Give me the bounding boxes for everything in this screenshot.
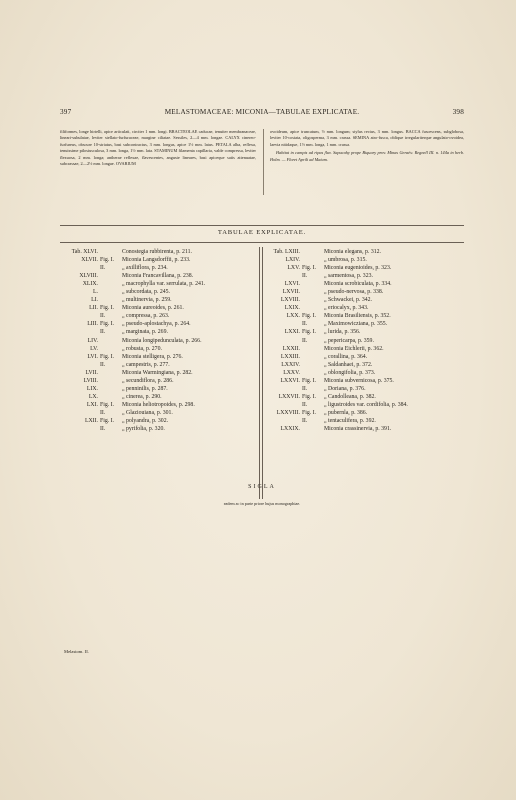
figure-number: II.	[100, 313, 106, 320]
plate-entry	[60, 296, 256, 304]
sigla-note: eadem ac in parte priore hujus monographiae.	[223, 501, 301, 506]
species-entry: Miconia heliotropoides, p. 298.	[122, 401, 195, 408]
figure-number: Fig. I.	[100, 417, 115, 424]
plate-number: LIX.	[86, 385, 98, 392]
plate-number: LXX.	[286, 313, 300, 320]
plate-entry	[264, 256, 464, 264]
plate-entry	[264, 272, 464, 280]
plate-entry	[60, 337, 256, 345]
plate-entry	[264, 312, 464, 320]
species-entry: „ tentaculifera, p. 392.	[324, 417, 376, 424]
species-entry: „ eriocalyx, p. 343.	[324, 305, 369, 312]
description-columns	[60, 129, 464, 201]
plate-entry	[60, 280, 256, 288]
plate-number: LXIV.	[285, 257, 300, 264]
species-entry: Miconia Eichlerii, p. 362.	[324, 345, 384, 352]
species-entry: „ cinerea, p. 290.	[122, 393, 162, 400]
plate-entry	[60, 401, 256, 409]
plate-number: LIII.	[87, 321, 98, 328]
species-entry: „ polyandra, p. 302.	[122, 417, 169, 424]
plate-number: LXVII.	[282, 289, 300, 296]
plate-number: LXXI.	[284, 329, 300, 336]
plate-number: LXI.	[86, 401, 98, 408]
rule-top	[60, 225, 464, 226]
habitat-note: Habitat in campis ad ripas fluv. Sapucahy prope Biquary prov. Minas Geraës: Regnell III. n. 144a in herb. Holm. — Floret Aprili ad Maium.	[270, 150, 464, 162]
plate-number: LVI.	[87, 353, 98, 360]
figure-number: II.	[100, 409, 106, 416]
species-entry: „ sarmentosa, p. 323.	[324, 273, 373, 280]
figure-number: Fig. I.	[100, 401, 115, 408]
species-entry: „ lurida, p. 356.	[324, 329, 361, 336]
plate-entry	[60, 248, 256, 256]
plate-entry	[264, 417, 464, 425]
species-entry: „ macrophylla var. serrulata, p. 241.	[122, 281, 206, 288]
plate-number: XLIX.	[82, 281, 98, 288]
plate-entry	[60, 345, 256, 353]
species-entry: Miconia crassinervia, p. 391.	[324, 426, 392, 433]
figure-number: Fig. I.	[302, 393, 317, 400]
signature-mark: Melastom. II.	[64, 649, 89, 654]
description-right-text: ovoideum, apice truncatum, ½ mm. longum; stylus rectus, 3 mm. longus. BACCA fuscescens, subglobosa, leviter 10-costata, oligosperma, 3 mm. crassa. SEMINA atro-fusca, oblique irregulariterque angulato-ovoidea, laevia nitidaque, 1½ mm. longa, 1 mm. crassa.	[270, 129, 464, 147]
species-entry: „ Maximowicziana, p. 355.	[324, 321, 388, 328]
figure-number: Fig. I.	[100, 353, 115, 360]
species-entry: „ Glaziouiana, p. 301.	[122, 409, 173, 416]
plate-entry	[60, 409, 256, 417]
species-entry: Miconia scrobiculata, p. 334.	[324, 281, 392, 288]
plate-number: XLVII.	[81, 257, 98, 264]
page-number-right: 398	[452, 108, 464, 116]
plate-number: LVII.	[85, 369, 98, 376]
plate-entry	[264, 288, 464, 296]
plate-entry	[60, 256, 256, 264]
species-entry: Miconia Warmingiana, p. 282.	[122, 369, 193, 376]
figure-number: II.	[302, 401, 308, 408]
plate-number: LIV.	[87, 337, 98, 344]
plate-entry	[264, 296, 464, 304]
rule-under-title	[60, 242, 464, 243]
plates-list-left	[60, 248, 256, 433]
species-entry: „ ligustroides var. cordifolia, p. 384.	[324, 401, 408, 408]
figure-number: Fig. I.	[302, 409, 317, 416]
figure-number: II.	[302, 337, 308, 344]
plate-entry	[60, 304, 256, 312]
species-entry: „ penninilis, p. 287.	[122, 385, 168, 392]
figure-number: II.	[302, 417, 308, 424]
plate-entry	[264, 248, 464, 256]
plate-number: LX.	[88, 393, 98, 400]
plate-entry	[264, 337, 464, 345]
species-entry: Conostegia rubbirenta, p. 211.	[122, 249, 192, 255]
figure-number: Fig. I.	[302, 329, 317, 336]
plate-entry	[264, 328, 464, 336]
species-entry: „ umbrosa, p. 315.	[324, 257, 367, 264]
sigla-heading: SIGLA	[248, 484, 276, 490]
plate-number: LXXVIII.	[276, 409, 300, 416]
species-entry: Miconia Brasiliensis, p. 352.	[324, 313, 391, 320]
plate-number: LV.	[90, 345, 98, 352]
species-entry: „ oblongifolia, p. 373.	[324, 369, 376, 376]
plate-number: LXII.	[84, 417, 98, 424]
plate-entry	[264, 393, 464, 401]
description-left: filiformes, longe hirtelli, apice articulati, circiter 1 mm. longi. BRACTEOLAE caducae, tenuiter membranaceae, lineari-subulatae, leviter stellato-furfuraceae, margine ciliatae. Sessiles, 2—4 mm. longae. CALYX cinereo-furfureus, obscure 10-striatus, basi subcontractus, 3 mm. longus, apice 1½ mm. latus. PETALA alba, reflexa, tenuissime pilosiusculosa, 3 mm. longa, 1½ mm. lata. STAMINUM filamenta capillaria, valde compressa, leviter flexuosa, 2 mm. longa; antherae reflexae, flavescentes, anguste lineares, basi apiceque satis attenuatae, subcrassae, 2—2½ mm. longae. OVARIUM	[60, 129, 256, 167]
plate-entry	[264, 369, 464, 377]
plate-entry	[60, 425, 256, 433]
plate-entry	[60, 385, 256, 393]
species-entry: „ Doriana, p. 376.	[324, 385, 366, 392]
species-entry: „ Schwackei, p. 342.	[324, 297, 372, 304]
species-entry: „ robusta, p. 270.	[122, 345, 162, 352]
plate-entry	[60, 393, 256, 401]
species-entry: Miconia stelligera, p. 276.	[122, 353, 183, 360]
plate-number: LXIX.	[284, 305, 300, 312]
plate-number: LXXIX.	[280, 426, 300, 433]
plate-entry	[264, 385, 464, 393]
plate-number: LXXVII.	[278, 393, 300, 400]
plate-entry	[60, 353, 256, 361]
species-entry: „ corallina, p. 364.	[324, 353, 368, 360]
plate-entry	[264, 320, 464, 328]
plate-entry	[60, 264, 256, 272]
plate-number: LXXVI.	[280, 377, 300, 384]
figure-number: II.	[100, 329, 106, 336]
plate-number: LI.	[91, 297, 98, 304]
plate-number: LXXIII.	[280, 353, 300, 360]
plate-entry	[264, 361, 464, 369]
plate-entry	[264, 401, 464, 409]
plate-entry	[60, 272, 256, 280]
figure-number: Fig. I.	[100, 257, 115, 264]
species-entry: Miconia eugenioides, p. 323.	[324, 265, 392, 272]
plate-entry	[60, 328, 256, 336]
figure-number: Fig. I.	[100, 321, 115, 328]
plate-entry	[264, 425, 464, 433]
species-entry: „ subcordata, p. 245.	[122, 289, 170, 296]
figure-number: II.	[100, 361, 106, 368]
plates-divider	[259, 247, 263, 499]
species-entry: Miconia Langsdorffii, p. 233.	[122, 257, 191, 264]
page-header	[60, 108, 464, 120]
plate-entry	[60, 320, 256, 328]
figure-number: II.	[302, 385, 308, 392]
species-entry: Miconia Francavillana, p. 238.	[122, 273, 194, 280]
figure-number: II.	[100, 426, 106, 433]
figure-number: Fig. I.	[100, 305, 115, 312]
species-entry: „ pyrifolia, p. 320.	[122, 426, 165, 433]
figure-number: II.	[302, 321, 308, 328]
species-entry: „ Candolleana, p. 382.	[324, 393, 376, 400]
plate-entry	[264, 304, 464, 312]
page-number-left: 397	[60, 108, 72, 116]
species-entry: „ marginata, p. 269.	[122, 329, 168, 336]
description-right	[270, 129, 464, 163]
plate-number: XLVIII.	[79, 273, 98, 280]
figure-number: II.	[302, 273, 308, 280]
species-entry: Miconia elegans, p. 312.	[324, 249, 381, 255]
plate-number: LXXII.	[282, 345, 300, 352]
plate-entry	[60, 369, 256, 377]
plate-entry	[60, 361, 256, 369]
species-entry: Miconia aureoides, p. 261.	[122, 305, 184, 312]
plate-number: LXV.	[287, 265, 300, 272]
plate-number: LXXIV.	[281, 361, 300, 368]
species-entry: Miconia longipedunculata, p. 266.	[122, 337, 202, 344]
plate-entry	[60, 377, 256, 385]
species-entry: „ compressa, p. 263.	[122, 313, 170, 320]
species-entry: „ campestris, p. 277.	[122, 361, 170, 368]
figure-number: Fig. I.	[302, 313, 317, 320]
plate-entry	[264, 409, 464, 417]
running-title: MELASTOMACEAE: MICONIA—TABULAE EXPLICATAE.	[164, 108, 360, 116]
plate-number: LVIII.	[83, 377, 98, 384]
figure-number: Fig. I.	[302, 265, 317, 272]
plate-entry	[264, 377, 464, 385]
species-entry: „ Saldanhaei, p. 372.	[324, 361, 373, 368]
figure-number: II.	[100, 265, 106, 272]
species-entry: „ axilliflora, p. 234.	[122, 265, 168, 272]
section-title: TABULAE EXPLICATAE.	[217, 229, 307, 236]
plate-number: LXVIII.	[280, 297, 300, 304]
species-entry: „ secundiflora, p. 286.	[122, 377, 174, 384]
plate-number: LII.	[89, 305, 98, 312]
plate-entry	[60, 417, 256, 425]
plate-number: Tab. LXIII.	[273, 249, 300, 255]
column-divider	[263, 129, 264, 195]
plate-entry	[264, 353, 464, 361]
plates-list-right	[264, 248, 464, 433]
plate-entry	[264, 264, 464, 272]
plate-entry	[60, 288, 256, 296]
species-entry: „ pseudo-aplostachya, p. 264.	[122, 321, 191, 328]
species-entry: „ pseudo-nervosa, p. 338.	[324, 289, 384, 296]
species-entry: Miconia subvernicosa, p. 375.	[324, 377, 394, 384]
species-entry: „ pubernla, p. 386.	[324, 409, 368, 416]
plate-entry	[264, 345, 464, 353]
plate-number: Tab. XLVI.	[71, 249, 98, 255]
plate-number: LXXV.	[283, 369, 300, 376]
species-entry: „ pepericarpa, p. 359.	[324, 337, 374, 344]
plate-number: LXVI.	[284, 281, 300, 288]
plate-entry	[60, 312, 256, 320]
plate-number: L.	[93, 289, 98, 296]
figure-number: Fig. I.	[302, 377, 317, 384]
species-entry: „ multinervia, p. 259.	[122, 297, 172, 304]
plate-entry	[264, 280, 464, 288]
